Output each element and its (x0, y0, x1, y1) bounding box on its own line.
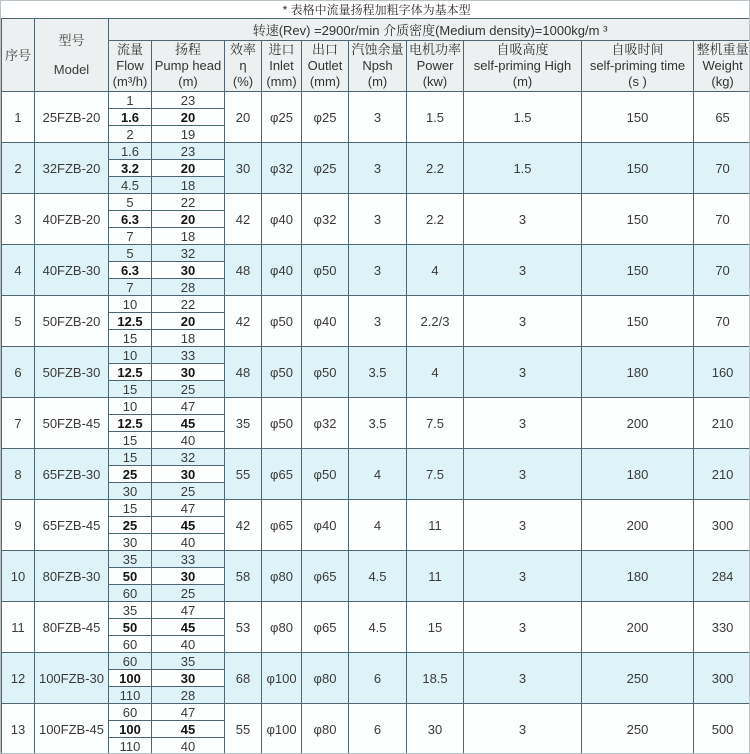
efficiency-cell: 42 (225, 194, 262, 245)
serial-cell: 5 (2, 296, 35, 347)
spec-row-13-0 (2, 704, 750, 721)
serial-cell: 3 (2, 194, 35, 245)
inlet-cell: φ50 (262, 398, 302, 449)
flow-cell: 12.5 (109, 364, 152, 381)
priming-time-cell: 150 (582, 245, 694, 296)
npsh-cell: 3 (349, 92, 407, 143)
flow-cell: 110 (109, 687, 152, 704)
efficiency-cell: 55 (225, 449, 262, 500)
power-cell: 2.2 (407, 194, 464, 245)
flow-cell: 25 (109, 517, 152, 534)
flow-cell: 5 (109, 245, 152, 262)
head-cell: 28 (152, 279, 225, 296)
flow-cell: 1 (109, 92, 152, 109)
head-cell: 45 (152, 415, 225, 432)
priming-height-cell: 3 (464, 449, 582, 500)
flow-cell: 2 (109, 126, 152, 143)
power-cell: 11 (407, 551, 464, 602)
flow-cell: 7 (109, 228, 152, 245)
inlet-cell: φ100 (262, 704, 302, 754)
npsh-cell: 4.5 (349, 551, 407, 602)
power-cell: 1.5 (407, 92, 464, 143)
serial-cell: 13 (2, 704, 35, 754)
serial-cell: 8 (2, 449, 35, 500)
flow-cell: 25 (109, 466, 152, 483)
flow-cell: 100 (109, 721, 152, 738)
serial-cell: 7 (2, 398, 35, 449)
head-cell: 28 (152, 687, 225, 704)
model-cell: 80FZB-45 (35, 602, 109, 653)
spec-row-7-0 (2, 398, 750, 415)
efficiency-cell: 35 (225, 398, 262, 449)
efficiency-cell: 53 (225, 602, 262, 653)
model-cell: 32FZB-20 (35, 143, 109, 194)
efficiency-cell: 48 (225, 245, 262, 296)
outlet-cell: φ40 (302, 500, 349, 551)
power-cell: 2.2 (407, 143, 464, 194)
serial-header-label: 序号 (4, 47, 31, 63)
head-cell: 40 (152, 432, 225, 449)
head-cell: 30 (152, 466, 225, 483)
weight-cell: 210 (694, 398, 750, 449)
power-cell: 15 (407, 602, 464, 653)
flow-cell: 3.2 (109, 160, 152, 177)
flow-cell: 35 (109, 602, 152, 619)
outlet-cell: φ80 (302, 704, 349, 754)
npsh-cell: 3.5 (349, 398, 407, 449)
spec-row-8-0 (2, 449, 750, 466)
outlet-cell: φ80 (302, 653, 349, 704)
flow-cell: 10 (109, 398, 152, 415)
power-cell: 18.5 (407, 653, 464, 704)
inlet-cell: φ40 (262, 194, 302, 245)
power-cell: 30 (407, 704, 464, 754)
head-cell: 32 (152, 449, 225, 466)
flow-cell: 15 (109, 381, 152, 398)
weight-cell: 160 (694, 347, 750, 398)
model-cell: 100FZB-30 (35, 653, 109, 704)
flow-cell: 60 (109, 636, 152, 653)
outlet-cell: φ25 (302, 92, 349, 143)
power-cell: 4 (407, 245, 464, 296)
priming-height-cell: 1.5 (464, 92, 582, 143)
head-cell: 30 (152, 670, 225, 687)
npsh-cell: 3 (349, 194, 407, 245)
priming-time-cell: 200 (582, 500, 694, 551)
outlet-cell: φ32 (302, 398, 349, 449)
flow-cell: 30 (109, 534, 152, 551)
model-cell: 80FZB-30 (35, 551, 109, 602)
flow-cell: 7 (109, 279, 152, 296)
spec-row-1-0 (2, 92, 750, 109)
head-cell: 33 (152, 347, 225, 364)
head-cell: 45 (152, 619, 225, 636)
priming-height-cell: 3 (464, 500, 582, 551)
serial-cell: 4 (2, 245, 35, 296)
spec-row-9-0 (2, 500, 750, 517)
outlet-cell: φ50 (302, 245, 349, 296)
head-cell: 47 (152, 500, 225, 517)
column-header-serial (2, 19, 35, 92)
column-header-model (35, 19, 109, 92)
priming-height-cell: 3 (464, 194, 582, 245)
flow-cell: 30 (109, 483, 152, 500)
model-cell: 40FZB-30 (35, 245, 109, 296)
head-cell: 18 (152, 177, 225, 194)
table-title: * 表格中流量扬程加粗字体为基本型 (2, 1, 750, 19)
npsh-cell: 3 (349, 143, 407, 194)
head-cell: 25 (152, 585, 225, 602)
head-cell: 22 (152, 194, 225, 211)
weight-cell: 70 (694, 194, 750, 245)
head-cell: 18 (152, 330, 225, 347)
head-cell: 19 (152, 126, 225, 143)
efficiency-cell: 42 (225, 296, 262, 347)
weight-cell: 70 (694, 296, 750, 347)
head-cell: 20 (152, 160, 225, 177)
head-cell: 40 (152, 636, 225, 653)
efficiency-cell: 30 (225, 143, 262, 194)
npsh-cell: 6 (349, 704, 407, 754)
column-header-4: 效率 η (%) (225, 41, 262, 92)
efficiency-cell: 20 (225, 92, 262, 143)
column-header-6: 出口 Outlet (mm) (302, 41, 349, 92)
priming-height-cell: 3 (464, 347, 582, 398)
weight-cell: 300 (694, 500, 750, 551)
flow-cell: 100 (109, 670, 152, 687)
priming-height-cell: 3 (464, 653, 582, 704)
head-cell: 30 (152, 262, 225, 279)
outlet-cell: φ65 (302, 551, 349, 602)
head-cell: 30 (152, 568, 225, 585)
head-cell: 20 (152, 211, 225, 228)
inlet-cell: φ50 (262, 296, 302, 347)
priming-time-cell: 150 (582, 194, 694, 245)
spec-row-3-0 (2, 194, 750, 211)
npsh-cell: 4 (349, 500, 407, 551)
spec-row-12-0 (2, 653, 750, 670)
efficiency-cell: 48 (225, 347, 262, 398)
column-header-3: 扬程 Pump head (m) (152, 41, 225, 92)
weight-cell: 500 (694, 704, 750, 754)
priming-time-cell: 180 (582, 449, 694, 500)
head-cell: 20 (152, 313, 225, 330)
npsh-cell: 6 (349, 653, 407, 704)
head-cell: 45 (152, 721, 225, 738)
power-cell: 2.2/3 (407, 296, 464, 347)
model-cell: 50FZB-45 (35, 398, 109, 449)
flow-cell: 5 (109, 194, 152, 211)
priming-time-cell: 150 (582, 296, 694, 347)
model-header-en: Model (53, 61, 90, 77)
column-header-9: 自吸高度 self-priming High (m) (464, 41, 582, 92)
head-cell: 25 (152, 381, 225, 398)
priming-height-cell: 3 (464, 602, 582, 653)
head-cell: 23 (152, 143, 225, 160)
head-cell: 35 (152, 653, 225, 670)
head-cell: 47 (152, 602, 225, 619)
serial-cell: 1 (2, 92, 35, 143)
conditions-row (2, 19, 750, 41)
power-cell: 11 (407, 500, 464, 551)
flow-cell: 15 (109, 432, 152, 449)
serial-cell: 2 (2, 143, 35, 194)
model-cell: 50FZB-30 (35, 347, 109, 398)
npsh-cell: 4 (349, 449, 407, 500)
pump-spec-table (1, 1, 750, 754)
head-cell: 20 (152, 109, 225, 126)
efficiency-cell: 55 (225, 704, 262, 754)
spec-row-11-0 (2, 602, 750, 619)
flow-cell: 1.6 (109, 143, 152, 160)
inlet-cell: φ50 (262, 347, 302, 398)
flow-cell: 60 (109, 585, 152, 602)
flow-cell: 4.5 (109, 177, 152, 194)
inlet-cell: φ32 (262, 143, 302, 194)
priming-height-cell: 3 (464, 551, 582, 602)
flow-cell: 10 (109, 296, 152, 313)
weight-cell: 330 (694, 602, 750, 653)
column-header-row (2, 41, 750, 92)
head-cell: 40 (152, 738, 225, 754)
outlet-cell: φ65 (302, 602, 349, 653)
priming-height-cell: 1.5 (464, 143, 582, 194)
column-header-8: 电机功率 Power (kw) (407, 41, 464, 92)
head-cell: 18 (152, 228, 225, 245)
priming-time-cell: 180 (582, 551, 694, 602)
inlet-cell: φ80 (262, 551, 302, 602)
serial-cell: 10 (2, 551, 35, 602)
inlet-cell: φ80 (262, 602, 302, 653)
operating-conditions: 转速(Rev) =2900r/min 介质密度(Medium density)=1000kg/m ³ (109, 19, 750, 41)
head-cell: 47 (152, 704, 225, 721)
model-cell: 65FZB-30 (35, 449, 109, 500)
serial-cell: 9 (2, 500, 35, 551)
model-cell: 65FZB-45 (35, 500, 109, 551)
inlet-cell: φ40 (262, 245, 302, 296)
inlet-cell: φ100 (262, 653, 302, 704)
flow-cell: 10 (109, 347, 152, 364)
flow-cell: 50 (109, 568, 152, 585)
head-cell: 23 (152, 92, 225, 109)
npsh-cell: 3 (349, 296, 407, 347)
spec-row-6-0 (2, 347, 750, 364)
spec-row-2-0 (2, 143, 750, 160)
flow-cell: 12.5 (109, 313, 152, 330)
spec-row-4-0 (2, 245, 750, 262)
model-cell: 40FZB-20 (35, 194, 109, 245)
column-header-2: 流量 Flow (m³/h) (109, 41, 152, 92)
power-cell: 7.5 (407, 398, 464, 449)
flow-cell: 110 (109, 738, 152, 754)
priming-time-cell: 250 (582, 653, 694, 704)
power-cell: 4 (407, 347, 464, 398)
outlet-cell: φ25 (302, 143, 349, 194)
column-header-7: 汽蚀余量 Npsh (m) (349, 41, 407, 92)
flow-cell: 15 (109, 330, 152, 347)
head-cell: 32 (152, 245, 225, 262)
priming-time-cell: 150 (582, 92, 694, 143)
head-cell: 40 (152, 534, 225, 551)
flow-cell: 35 (109, 551, 152, 568)
inlet-cell: φ25 (262, 92, 302, 143)
npsh-cell: 3.5 (349, 347, 407, 398)
priming-height-cell: 3 (464, 398, 582, 449)
model-cell: 100FZB-45 (35, 704, 109, 754)
weight-cell: 300 (694, 653, 750, 704)
model-header-cn: 型号 (58, 33, 85, 49)
outlet-cell: φ50 (302, 449, 349, 500)
efficiency-cell: 58 (225, 551, 262, 602)
serial-cell: 6 (2, 347, 35, 398)
priming-time-cell: 250 (582, 704, 694, 754)
power-cell: 7.5 (407, 449, 464, 500)
head-cell: 25 (152, 483, 225, 500)
outlet-cell: φ40 (302, 296, 349, 347)
priming-height-cell: 3 (464, 245, 582, 296)
column-header-5: 进口 Inlet (mm) (262, 41, 302, 92)
flow-cell: 60 (109, 704, 152, 721)
npsh-cell: 4.5 (349, 602, 407, 653)
head-cell: 22 (152, 296, 225, 313)
efficiency-cell: 68 (225, 653, 262, 704)
table-title-row (2, 1, 750, 19)
flow-cell: 1.6 (109, 109, 152, 126)
column-header-10: 自吸时间 self-priming time (s ) (582, 41, 694, 92)
model-cell: 25FZB-20 (35, 92, 109, 143)
head-cell: 30 (152, 364, 225, 381)
flow-cell: 6.3 (109, 262, 152, 279)
priming-height-cell: 3 (464, 296, 582, 347)
efficiency-cell: 42 (225, 500, 262, 551)
priming-time-cell: 200 (582, 602, 694, 653)
head-cell: 45 (152, 517, 225, 534)
serial-cell: 11 (2, 602, 35, 653)
head-cell: 33 (152, 551, 225, 568)
weight-cell: 210 (694, 449, 750, 500)
head-cell: 47 (152, 398, 225, 415)
flow-cell: 60 (109, 653, 152, 670)
column-header-11: 整机重量 Weight (kg) (694, 41, 750, 92)
priming-height-cell: 3 (464, 704, 582, 754)
outlet-cell: φ50 (302, 347, 349, 398)
priming-time-cell: 180 (582, 347, 694, 398)
flow-cell: 12.5 (109, 415, 152, 432)
priming-time-cell: 150 (582, 143, 694, 194)
npsh-cell: 3 (349, 245, 407, 296)
outlet-cell: φ32 (302, 194, 349, 245)
inlet-cell: φ65 (262, 449, 302, 500)
flow-cell: 50 (109, 619, 152, 636)
spec-row-5-0 (2, 296, 750, 313)
weight-cell: 284 (694, 551, 750, 602)
priming-time-cell: 200 (582, 398, 694, 449)
model-cell: 50FZB-20 (35, 296, 109, 347)
weight-cell: 70 (694, 245, 750, 296)
flow-cell: 15 (109, 449, 152, 466)
flow-cell: 15 (109, 500, 152, 517)
serial-cell: 12 (2, 653, 35, 704)
inlet-cell: φ65 (262, 500, 302, 551)
spec-row-10-0 (2, 551, 750, 568)
flow-cell: 6.3 (109, 211, 152, 228)
weight-cell: 65 (694, 92, 750, 143)
weight-cell: 70 (694, 143, 750, 194)
